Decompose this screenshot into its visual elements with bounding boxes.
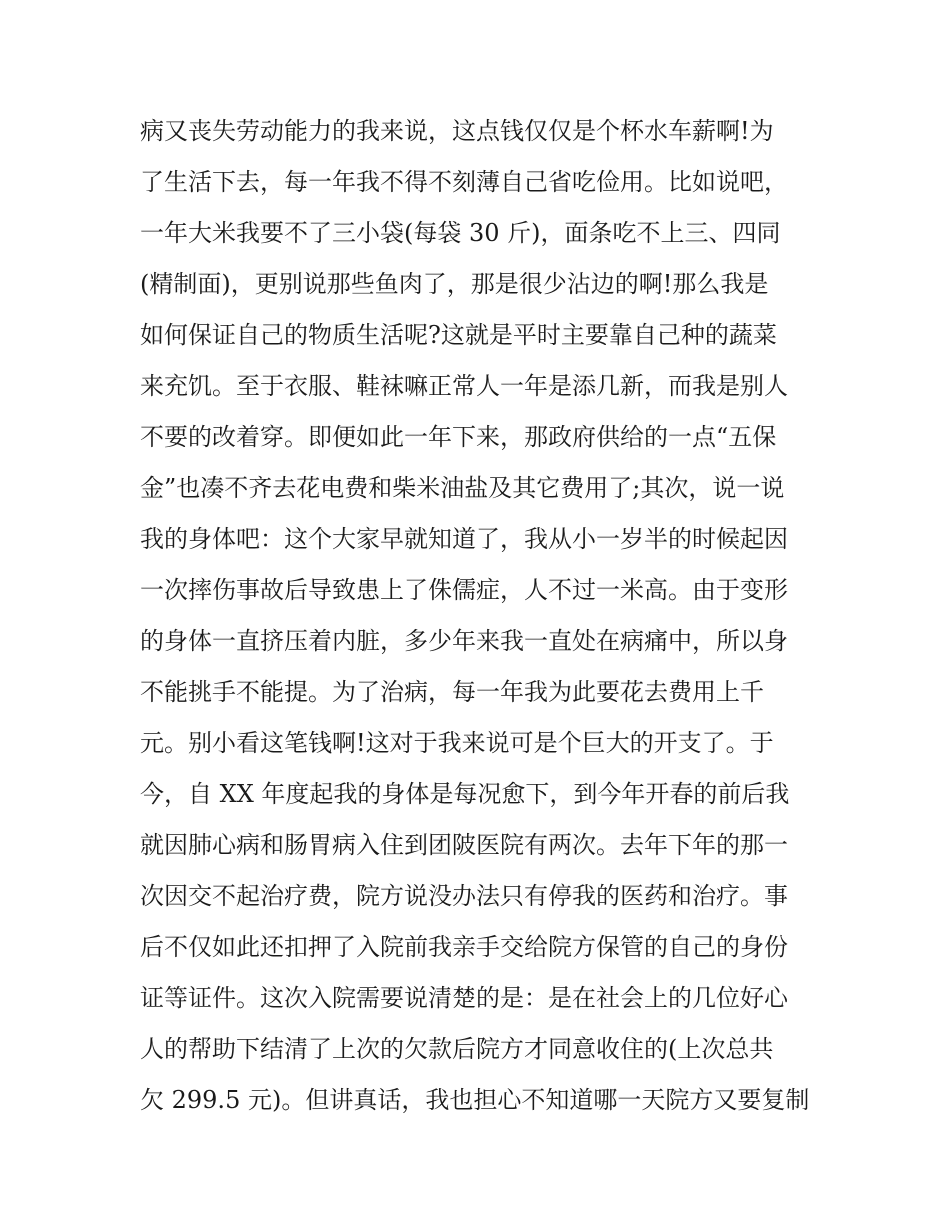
- text-line: 今，自 XX 年度起我的身体是每况愈下，到今年开春的前后我: [140, 780, 790, 808]
- text-line: 次因交不起治疗费，院方说没办法只有停我的医药和治疗。事: [140, 882, 788, 910]
- text-line: 不能挑手不能提。为了治病，每一年我为此要花去费用上千: [140, 678, 764, 706]
- text-line: 金”也凑不齐去花电费和柴米油盐及其它费用了;其次，说一说: [140, 474, 785, 502]
- text-line: 病又丧失劳动能力的我来说，这点钱仅仅是个杯水车薪啊!为: [140, 117, 774, 145]
- text-line: 了生活下去，每一年我不得不刻薄自己省吃俭用。比如说吧，: [140, 168, 788, 196]
- text-line: 就因肺心病和肠胃病入住到团陂医院有两次。去年下年的那一: [140, 831, 788, 859]
- text-line: 人的帮助下结清了上次的欠款后院方才同意收住的(上次总共: [140, 1035, 774, 1063]
- text-line: 我的身体吧：这个大家早就知道了，我从小一岁半的时候起因: [140, 525, 788, 553]
- text-line: 来充饥。至于衣服、鞋袜嘛正常人一年是添几新，而我是别人: [140, 372, 788, 400]
- text-line: 一年大米我要不了三小袋(每袋 30 斤)，面条吃不上三、四同: [140, 219, 781, 247]
- body-text: [140, 106, 820, 1126]
- text-line: 证等证件。这次入院需要说清楚的是：是在社会上的几位好心: [140, 984, 788, 1012]
- text-line: 如何保证自己的物质生活呢?这就是平时主要靠自己种的蔬菜: [140, 321, 777, 349]
- text-line: 欠 299.5 元)。但讲真话，我也担心不知道哪一天院方又要复制: [140, 1086, 810, 1114]
- text-line: 的身体一直挤压着内脏，多少年来我一直处在病痛中，所以身: [140, 627, 788, 655]
- text-line: 不要的改着穿。即便如此一年下来，那政府供给的一点“五保: [140, 423, 777, 451]
- text-line: 后不仅如此还扣押了入院前我亲手交给院方保管的自己的身份: [140, 933, 788, 961]
- text-line: (精制面)，更别说那些鱼肉了，那是很少沾边的啊!那么我是: [140, 270, 769, 298]
- text-line: 一次摔伤事故后导致患上了侏儒症，人不过一米高。由于变形: [140, 576, 788, 604]
- text-line: 元。别小看这笔钱啊!这对于我来说可是个巨大的开支了。于: [140, 729, 774, 757]
